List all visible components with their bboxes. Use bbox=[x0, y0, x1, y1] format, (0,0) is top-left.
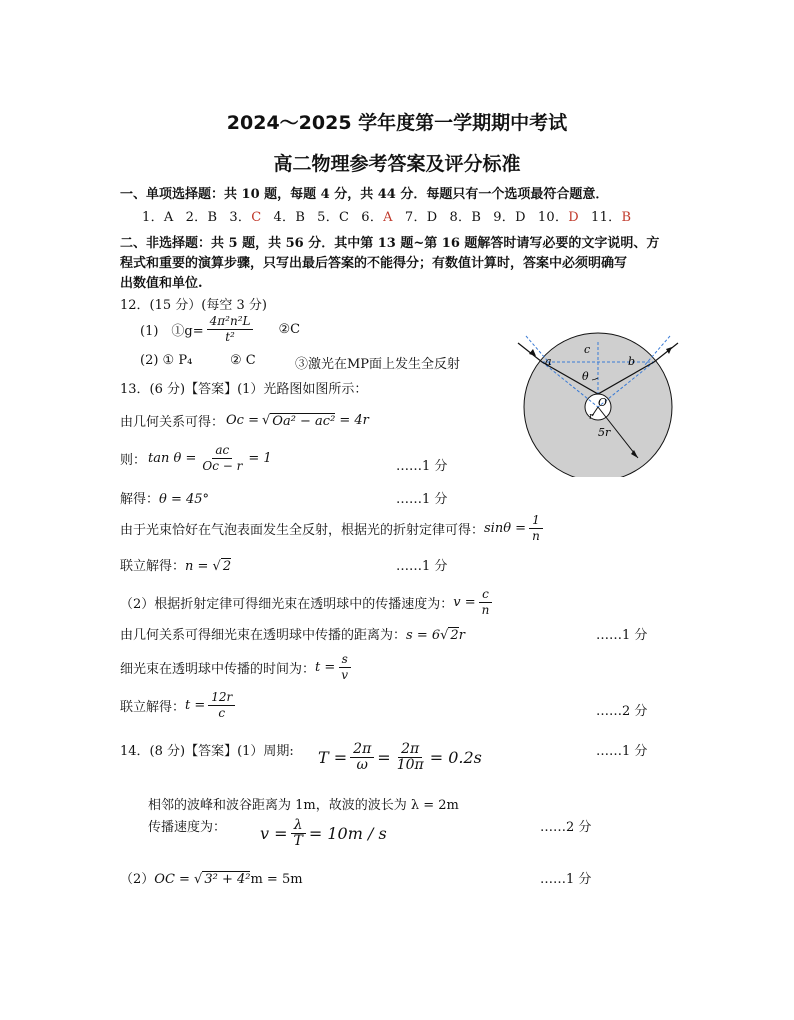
choice-answer-11 bbox=[591, 210, 631, 225]
q12-part1-b: ②C bbox=[278, 322, 301, 337]
q13-step3-text: 解得： bbox=[120, 492, 160, 507]
q14-oc-prefix: （2） bbox=[120, 872, 155, 887]
q13-step3-score: ……1 分 bbox=[396, 492, 448, 507]
q13-step4-fraction bbox=[529, 513, 543, 544]
q14-oc-score: ……1 分 bbox=[540, 872, 592, 887]
q14-period-score: ……1 分 bbox=[596, 744, 648, 759]
choice-letter: B bbox=[471, 210, 482, 225]
q13-step4-num: 1 bbox=[529, 513, 543, 529]
q14-speed-eq bbox=[260, 818, 387, 849]
choice-answer-8 bbox=[449, 210, 481, 225]
part2-line1: 二、非选择题：共 5 题，共 56 分．其中第 13 题~第 16 题解答时请写必要的文字说明、方 bbox=[120, 236, 660, 251]
choice-letter: D bbox=[515, 210, 526, 225]
q14-speed-num: λ bbox=[291, 818, 306, 834]
q13-step4-lhs: sinθ = bbox=[484, 521, 527, 536]
label-theta: θ bbox=[582, 370, 589, 383]
q13-step1-lhs: Oc = bbox=[226, 413, 259, 428]
choice-number: 2． bbox=[185, 210, 208, 225]
q14-period-den2: 10π bbox=[396, 757, 424, 773]
q13-step5-radicand: 2 bbox=[222, 559, 232, 574]
q12-g-label: (1) ①g= bbox=[140, 324, 204, 339]
q14-period-eq bbox=[318, 742, 482, 773]
choice-number: 10． bbox=[537, 210, 569, 225]
part2-line3: 出数值和单位. bbox=[120, 276, 203, 291]
q13-heading: 13．(6 分)【答案】(1）光路图如图所示： bbox=[120, 382, 368, 397]
q14-period-frac2 bbox=[394, 742, 427, 773]
choice-letter: B bbox=[295, 210, 306, 225]
q13-part2-lhs: v = bbox=[453, 595, 476, 610]
choice-answer-10 bbox=[538, 210, 579, 225]
exam-title: 2024～2025 学年度第一学期期中考试 bbox=[226, 112, 568, 134]
q12-heading: 12．(15 分）(每空 3 分) bbox=[120, 298, 267, 313]
q13-part2-time bbox=[120, 652, 354, 683]
choice-letter: D bbox=[568, 210, 580, 225]
choice-number: 7． bbox=[404, 210, 427, 225]
choice-number: 1． bbox=[142, 210, 164, 225]
q13-step3 bbox=[120, 488, 209, 507]
q13-result-fraction bbox=[208, 690, 235, 721]
choice-letter: A bbox=[163, 210, 174, 225]
q13-part2-fraction bbox=[479, 587, 493, 618]
q14-oc-lhs: OC = bbox=[154, 872, 190, 887]
q13-step4-text: 由于光束恰好在气泡表面发生全反射，根据光的折射定律可得： bbox=[120, 523, 485, 538]
label-b: b bbox=[628, 355, 636, 368]
q14-oc-radicand: 3² + 4² bbox=[204, 872, 251, 887]
q13-time-fraction bbox=[338, 652, 351, 683]
q14-speed-den: T bbox=[293, 833, 303, 849]
label-c: c bbox=[584, 343, 591, 356]
q13-step2-lhs: tan θ = bbox=[148, 451, 197, 466]
choice-answer-4 bbox=[273, 210, 305, 225]
q13-step1: 由几何关系可得： Oc = √ Oa² − ac² = 4r bbox=[120, 413, 369, 430]
q14-speed-rhs: = 10m / s bbox=[308, 824, 387, 843]
q13-step2-fraction bbox=[199, 443, 245, 474]
q14-period-rhs: = 0.2s bbox=[429, 748, 482, 767]
part2-line2: 程式和重要的演算步骤，只写出最后答案的不能得分；有数值计算时，答案中必须明确写 bbox=[120, 256, 628, 271]
q13-step5: 联立解得：n = √ 2 bbox=[120, 559, 232, 574]
q13-distance-lhs: s = 6 bbox=[406, 628, 441, 643]
choice-number: 6． bbox=[361, 210, 384, 225]
q13-result-num: 12r bbox=[208, 690, 235, 706]
q13-step2 bbox=[120, 443, 272, 474]
q14-period-num1: 2π bbox=[350, 742, 374, 758]
q13-step4 bbox=[120, 513, 546, 544]
q13-step5-text: 联立解得： bbox=[120, 559, 186, 574]
q13-time-num: s bbox=[339, 652, 351, 668]
q12-part2-b: ② C bbox=[230, 353, 256, 368]
q13-time-den: v bbox=[341, 668, 349, 682]
choice-letter: B bbox=[621, 210, 632, 225]
q14-speed-text: 传播速度为： bbox=[148, 820, 227, 835]
choice-letter: D bbox=[426, 210, 438, 225]
q14-speed-frac bbox=[291, 818, 306, 849]
choice-answer-6 bbox=[361, 210, 393, 225]
q13-step5-lhs: n = bbox=[185, 559, 209, 574]
q14-period-den1: ω bbox=[356, 757, 368, 773]
choice-number: 11． bbox=[591, 210, 622, 225]
choice-letter: A bbox=[383, 210, 393, 225]
q13-step3-eq: θ = 45° bbox=[159, 492, 210, 507]
q14-period-equals: = bbox=[377, 748, 391, 767]
q13-distance-text: 由几何关系可得细光束在透明球中传播的距离为： bbox=[120, 628, 407, 643]
choice-answers bbox=[142, 206, 643, 225]
q12-part2-c: ③激光在MP面上发生全反射 bbox=[295, 357, 461, 372]
q14-period-lhs: T = bbox=[318, 748, 348, 767]
label-o: O bbox=[598, 396, 608, 409]
q14-speed-lhs: v = bbox=[260, 824, 288, 843]
q13-step2-den: Oc − r bbox=[202, 459, 243, 473]
q13-result-den: c bbox=[218, 706, 226, 720]
q13-distance-unit: r bbox=[458, 628, 465, 643]
answer-key-subtitle: 高二物理参考答案及评分标准 bbox=[273, 153, 521, 175]
choice-number: 9． bbox=[493, 210, 516, 225]
choice-number: 8． bbox=[449, 210, 472, 225]
q13-step1-radicand: Oa² − ac² bbox=[272, 413, 336, 429]
q14-speed-score: ……2 分 bbox=[540, 820, 592, 835]
q13-step2-num: ac bbox=[212, 443, 232, 459]
q12-g-num: 4π²n²L bbox=[207, 314, 254, 330]
choice-answer-1 bbox=[142, 210, 174, 225]
choice-number: 3． bbox=[229, 210, 252, 225]
q13-step2-rhs: = 1 bbox=[248, 451, 272, 466]
q13-part2-num: c bbox=[479, 587, 492, 603]
q12-g-fraction bbox=[207, 314, 254, 345]
choice-letter: C bbox=[339, 210, 350, 225]
q13-step1-text: 由几何关系可得： bbox=[120, 415, 225, 430]
q13-time-text: 细光束在透明球中传播的时间为： bbox=[120, 662, 316, 677]
choice-answer-2 bbox=[186, 210, 218, 225]
label-5r: 5r bbox=[598, 426, 611, 439]
label-a: a bbox=[545, 355, 552, 368]
choice-letter: C bbox=[251, 210, 262, 225]
part1-heading: 一、单项选择题：共 10 题，每题 4 分，共 44 分．每题只有一个选项最符合题意． bbox=[120, 187, 609, 202]
q14-oc-rhs: m = 5m bbox=[250, 872, 303, 887]
q13-step1-rhs: = 4r bbox=[339, 413, 369, 428]
q12-part1 bbox=[140, 314, 300, 345]
q14-heading: 14．(8 分)【答案】(1）周期: bbox=[120, 744, 294, 759]
choice-number: 5． bbox=[317, 210, 340, 225]
q13-distance-score: ……1 分 bbox=[596, 628, 648, 643]
label-r: r bbox=[589, 412, 594, 422]
q13-distance-radicand: 2 bbox=[450, 628, 459, 643]
q13-step2-score: ……1 分 bbox=[396, 459, 448, 474]
q13-step5-score: ……1 分 bbox=[396, 559, 448, 574]
choice-letter: B bbox=[207, 210, 218, 225]
q13-part2-den: n bbox=[481, 603, 490, 617]
choice-answer-7 bbox=[405, 210, 438, 225]
q14-wavelength-line: 相邻的波峰和波谷距离为 1m，故波的波长为 λ = 2m bbox=[148, 798, 459, 813]
choice-answer-5 bbox=[317, 210, 349, 225]
q13-result-score: ……2 分 bbox=[596, 704, 648, 719]
q12-part2-a: (2) ① P₄ bbox=[140, 353, 193, 368]
choice-answer-9 bbox=[493, 210, 526, 225]
q14-oc-line: （2）OC = √ 3² + 4²m = 5m bbox=[120, 872, 303, 887]
q13-result-text: 联立解得： bbox=[120, 700, 186, 715]
q13-result-lhs: t = bbox=[185, 698, 206, 713]
q14-period-num2: 2π bbox=[398, 742, 422, 758]
q13-part2-speed bbox=[120, 587, 495, 618]
q13-time-lhs: t = bbox=[315, 660, 336, 675]
q13-step2-text: 则： bbox=[120, 453, 147, 468]
q12-g-den: t² bbox=[225, 330, 235, 344]
choice-answer-3 bbox=[229, 210, 261, 225]
q13-part2-text: （2）根据折射定律可得细光束在透明球中的传播速度为： bbox=[120, 597, 454, 612]
q13-step4-den: n bbox=[532, 529, 540, 543]
optics-figure bbox=[512, 332, 682, 477]
choice-number: 4． bbox=[273, 210, 296, 225]
q13-part2-distance: 由几何关系可得细光束在透明球中传播的距离为：s = 6√ 2r bbox=[120, 628, 465, 643]
q14-period-frac1 bbox=[350, 742, 374, 773]
q13-part2-result bbox=[120, 690, 238, 721]
